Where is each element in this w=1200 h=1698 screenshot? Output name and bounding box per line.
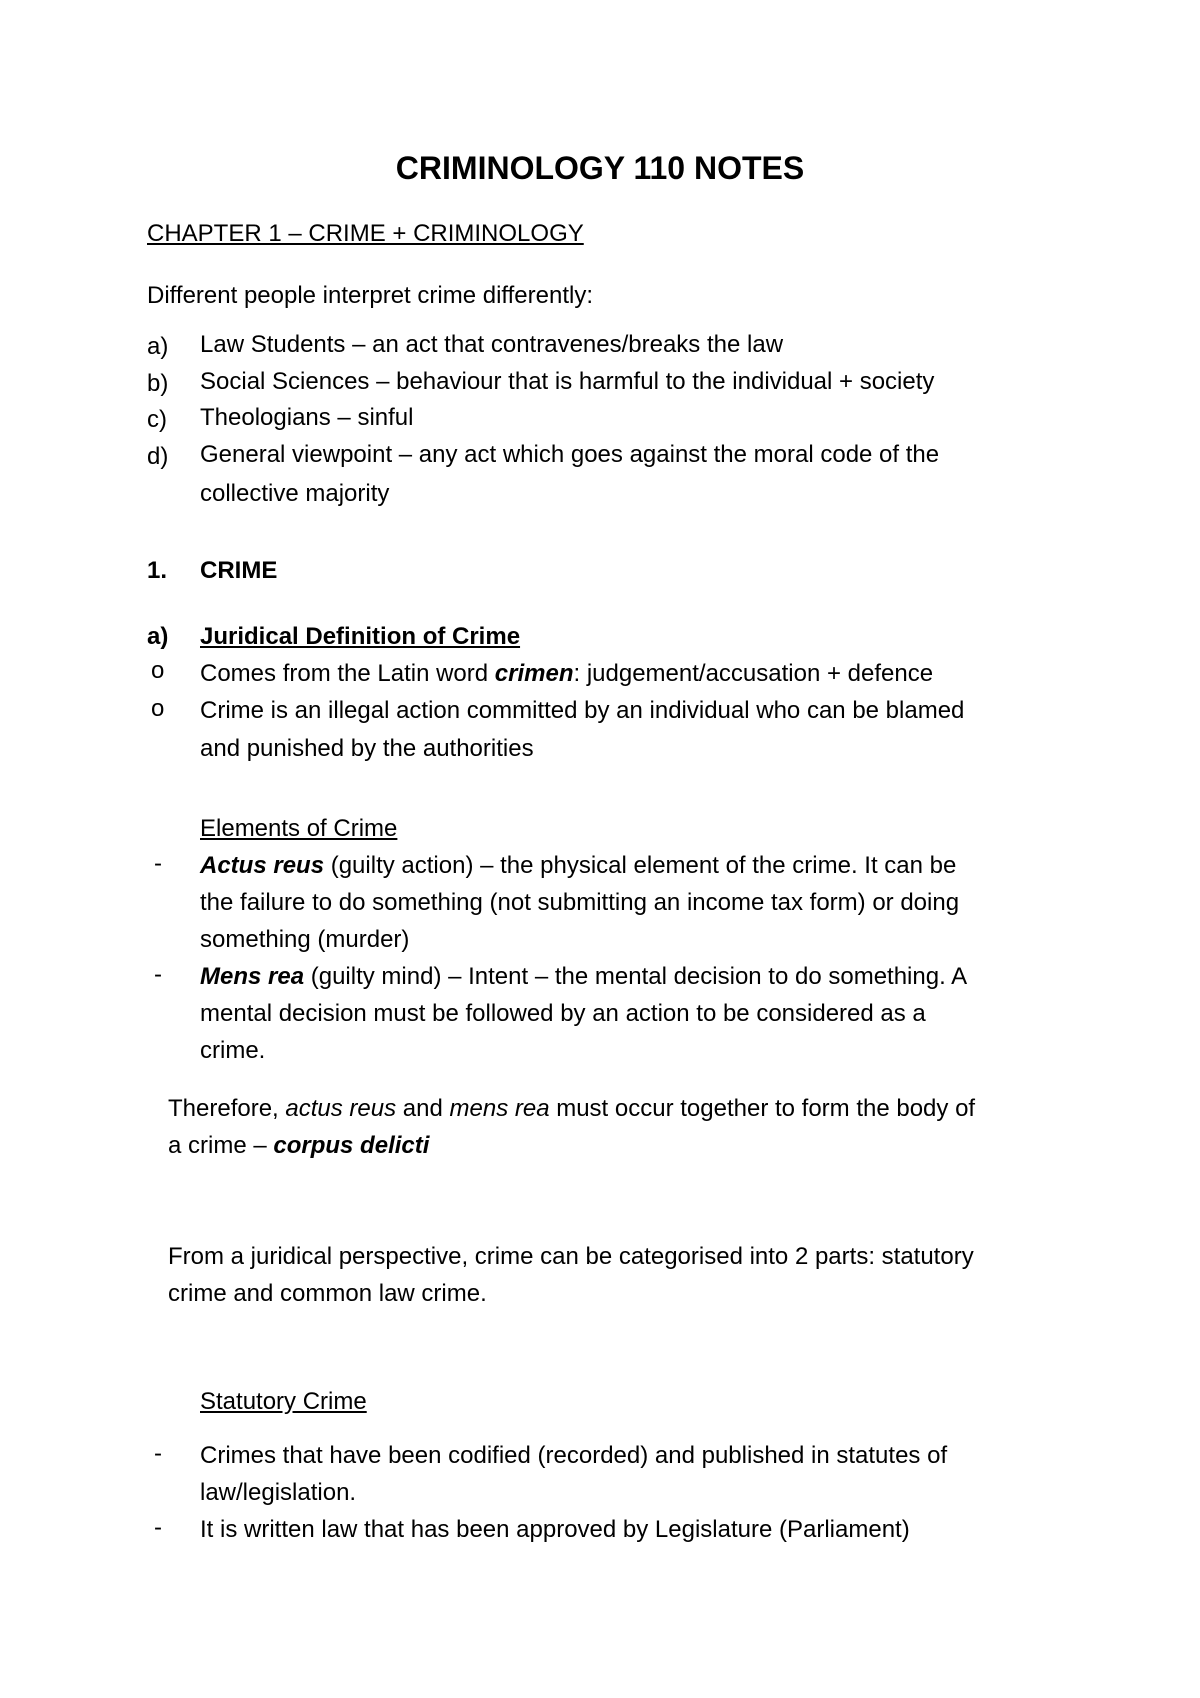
elements-heading: Elements of Crime bbox=[200, 815, 398, 842]
actus-reus-continuation: the failure to do something (not submitting an income tax form) or doing bbox=[200, 889, 960, 916]
bullet-text-continuation: and punished by the authorities bbox=[200, 735, 534, 762]
list-item: Social Sciences – behaviour that is harmful to the individual + society bbox=[200, 368, 935, 395]
list-marker: b) bbox=[147, 370, 169, 397]
intro-text: Different people interpret crime differently: bbox=[147, 282, 594, 309]
list-item-continuation: collective majority bbox=[200, 480, 390, 507]
actus-reus-text: Actus reus (guilty action) – the physical element of the crime. It can be bbox=[200, 852, 957, 879]
chapter-heading: CHAPTER 1 – CRIME + CRIMINOLOGY bbox=[147, 220, 584, 247]
dash-bullet: - bbox=[154, 1514, 162, 1541]
list-item: Law Students – an act that contravenes/breaks the law bbox=[200, 331, 784, 358]
mens-rea-text: Mens rea (guilty mind) – Intent – the mental decision to do something. A bbox=[200, 963, 968, 990]
therefore-paragraph-continuation: a crime – corpus delicti bbox=[168, 1132, 430, 1159]
mens-rea-continuation: mental decision must be followed by an action to be considered as a bbox=[200, 1000, 926, 1027]
actus-reus-continuation: something (murder) bbox=[200, 926, 410, 953]
document-title: CRIMINOLOGY 110 NOTES bbox=[395, 150, 805, 186]
dash-bullet: - bbox=[154, 961, 162, 988]
bullet-text: Crime is an illegal action committed by an individual who can be blamed bbox=[200, 697, 965, 724]
list-marker: c) bbox=[147, 406, 167, 433]
section-title: CRIME bbox=[200, 557, 278, 584]
statutory-bullet: Crimes that have been codified (recorded) and published in statutes of bbox=[200, 1442, 948, 1469]
dash-bullet: - bbox=[154, 850, 162, 877]
circle-bullet-icon: o bbox=[151, 695, 165, 722]
statutory-heading: Statutory Crime bbox=[200, 1388, 367, 1415]
mens-rea-continuation: crime. bbox=[200, 1037, 266, 1064]
dash-bullet: - bbox=[154, 1440, 162, 1467]
list-marker: a) bbox=[147, 333, 169, 360]
list-item: General viewpoint – any act which goes against the moral code of the bbox=[200, 441, 940, 468]
juridical-paragraph-continuation: crime and common law crime. bbox=[168, 1280, 487, 1307]
bullet-text: Comes from the Latin word crimen: judgement/accusation + defence bbox=[200, 660, 934, 687]
subsection-title: Juridical Definition of Crime bbox=[200, 623, 521, 650]
statutory-bullet-continuation: law/legislation. bbox=[200, 1479, 357, 1506]
circle-bullet-icon: o bbox=[151, 657, 165, 684]
section-number: 1. bbox=[147, 557, 168, 584]
therefore-paragraph: Therefore, actus reus and mens rea must occur together to form the body of bbox=[168, 1095, 976, 1122]
statutory-bullet: It is written law that has been approved by Legislature (Parliament) bbox=[200, 1516, 910, 1543]
list-marker: d) bbox=[147, 443, 169, 470]
list-item: Theologians – sinful bbox=[200, 404, 414, 431]
subsection-marker: a) bbox=[147, 623, 169, 650]
juridical-paragraph: From a juridical perspective, crime can be categorised into 2 parts: statutory bbox=[168, 1243, 974, 1270]
